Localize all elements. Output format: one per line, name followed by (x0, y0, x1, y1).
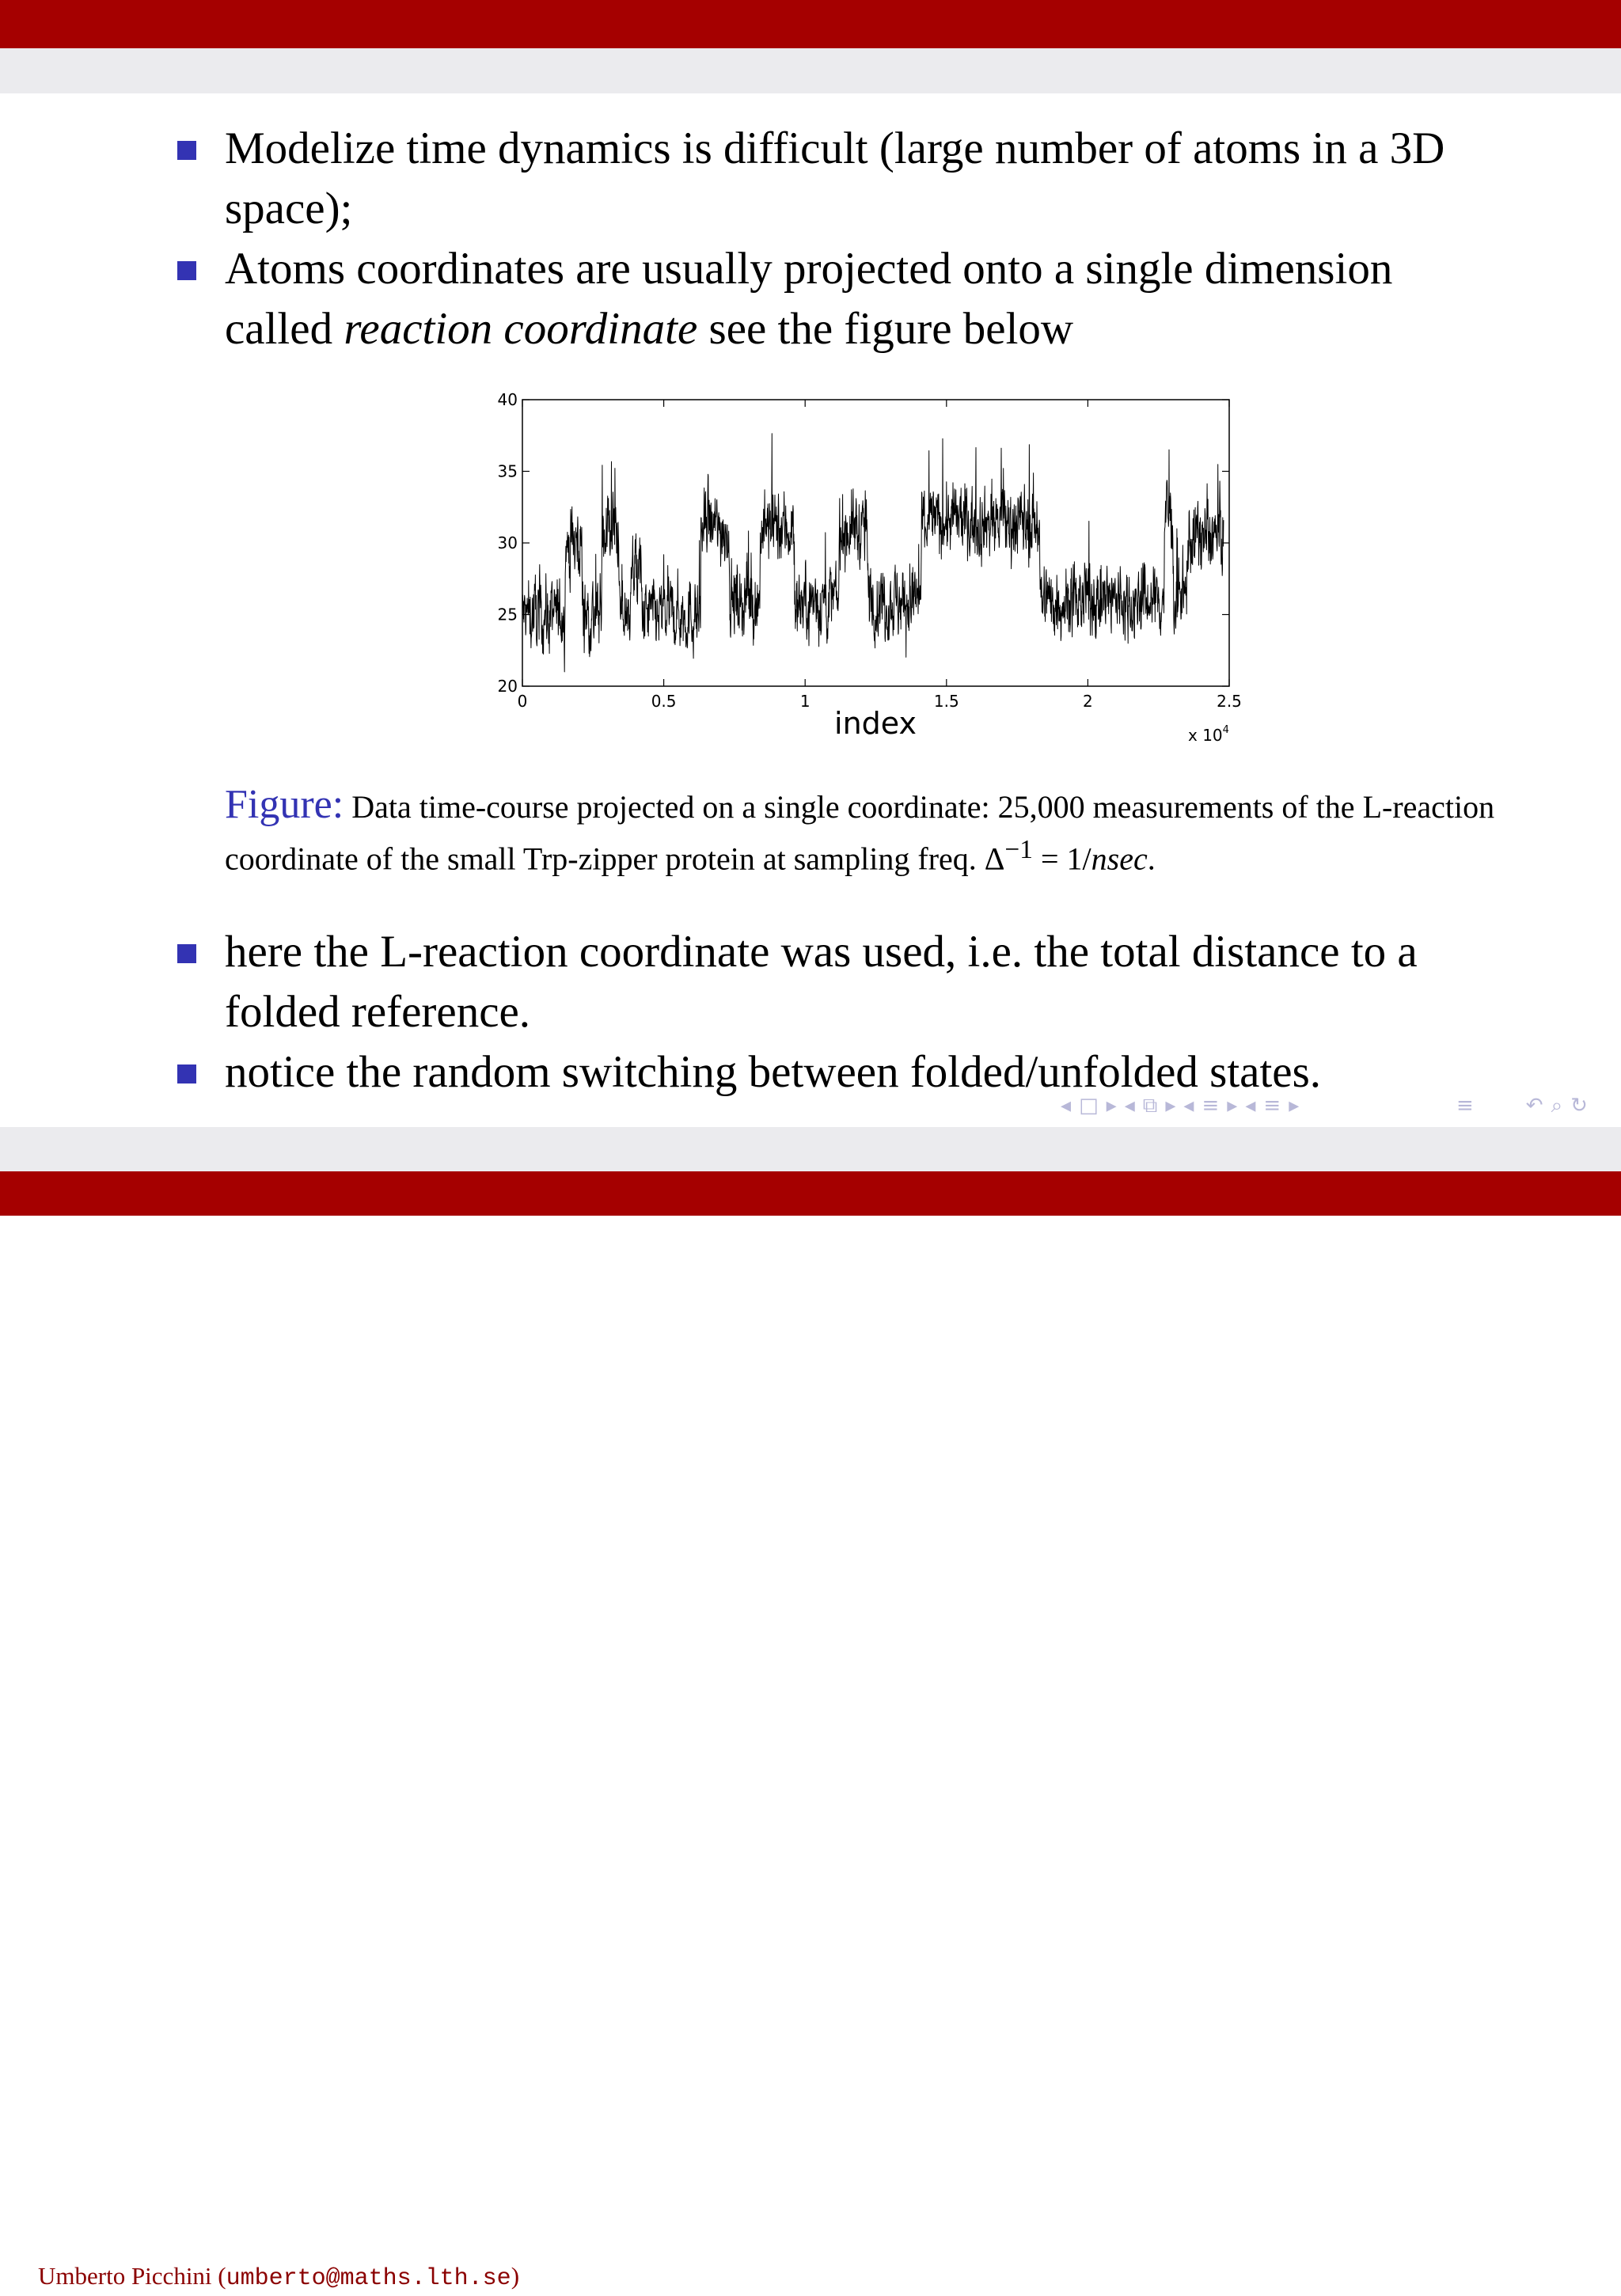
figure-caption (225, 784, 1515, 880)
x-tick-label: 2 (1083, 692, 1093, 711)
y-tick-label: 35 (497, 461, 518, 481)
bullet-square-icon (177, 141, 196, 160)
chart-x-multiplier-exponent: 4 (1222, 724, 1229, 736)
chart-xlabel: index (834, 706, 917, 741)
author-name: Umberto Picchini (38, 2262, 212, 2290)
bullet-text-italic: reaction coordinate (344, 304, 698, 354)
x-tick-label: 1.5 (933, 692, 959, 711)
footer-strip (0, 1127, 1621, 2292)
caption-math-unit: nsec (1091, 841, 1148, 877)
chart-x-multiplier-base: x 10 (1188, 726, 1223, 745)
nav-back-icon[interactable]: ↶ (1525, 1094, 1543, 1118)
caption-end: . (1147, 841, 1156, 877)
nav-next-frame-icon[interactable]: ▸ (1106, 1094, 1117, 1118)
x-tick-label: 0 (517, 692, 528, 711)
chart-frame (522, 400, 1229, 686)
bullet-item (177, 119, 1507, 239)
bullet-item (177, 1042, 1507, 1102)
caption-math-delta: Δ (984, 841, 1005, 877)
y-tick-label: 30 (497, 533, 518, 552)
bullet-text: see the figure below (697, 304, 1074, 354)
caption-text: Data time-course projected on a single coordinate: 25,000 measurements of the L-reaction coordinate of the small Trp-zipper protein at sampling freq. (225, 789, 1495, 877)
header-strip (0, 48, 1621, 93)
chart-x-multiplier (1188, 724, 1229, 745)
bullet-list-bottom (177, 922, 1507, 1102)
bullet-square-icon (177, 261, 196, 280)
caption-math-exponent: −1 (1004, 835, 1033, 864)
nav-search-icon[interactable]: ⌕ (1551, 1093, 1563, 1118)
nav-prev-doc-icon[interactable]: ◂ (1245, 1094, 1256, 1118)
nav-prev-subsection-icon[interactable]: ◂ (1124, 1094, 1135, 1118)
x-tick-label: 2.5 (1217, 692, 1242, 711)
footer-bar (0, 1171, 1621, 1216)
x-tick-label: 1 (799, 692, 810, 711)
nav-next-subsection-icon[interactable]: ▸ (1165, 1094, 1176, 1118)
bullet-text: Modelize time dynamics is difficult (large number of atoms in a 3D space); (225, 123, 1445, 233)
y-tick-label: 25 (497, 605, 518, 624)
footer-author: Umberto Picchini (umberto@maths.lth.se) (38, 2262, 520, 2292)
bullet-list-top (177, 119, 1507, 359)
author-email: umberto@maths.lth.se (226, 2265, 511, 2292)
y-tick-label: 20 (497, 677, 518, 696)
nav-frame-icon[interactable]: □ (1079, 1094, 1099, 1118)
figure-label: Figure: (225, 782, 344, 827)
nav-forward-icon[interactable]: ↻ (1570, 1094, 1588, 1118)
y-tick-label: 40 (497, 390, 518, 409)
nav-next-section-icon[interactable]: ▸ (1227, 1094, 1238, 1118)
nav-prev-section-icon[interactable]: ◂ (1183, 1094, 1194, 1118)
bullet-text: here the L-reaction coordinate was used, i.e. the total distance to a folded reference. (225, 927, 1418, 1037)
x-tick-label: 0.5 (651, 692, 677, 711)
nav-next-doc-icon[interactable]: ▸ (1289, 1094, 1300, 1118)
bullet-item (177, 239, 1507, 359)
bullet-text: Atoms coordinates are usually projected onto a single dimension called (225, 244, 1393, 354)
nav-subsection-icon[interactable]: ⧉ (1142, 1093, 1158, 1118)
nav-section-icon[interactable]: ≡ (1202, 1094, 1220, 1118)
caption-math-equals: = 1/ (1032, 841, 1091, 877)
bullet-text: notice the random switching between folded/unfolded states. (225, 1047, 1322, 1097)
bullet-square-icon (177, 944, 196, 963)
figure (475, 384, 1266, 756)
bullet-item (177, 922, 1507, 1042)
beamer-navigation-extra (1456, 1092, 1588, 1119)
nav-appendix-icon[interactable]: ≡ (1456, 1094, 1474, 1118)
chart-series-line (522, 434, 1224, 672)
header-bar (0, 0, 1621, 48)
nav-prev-frame-icon[interactable]: ◂ (1061, 1094, 1072, 1118)
beamer-navigation (1061, 1092, 1299, 1119)
chart (475, 384, 1266, 756)
nav-doc-icon[interactable]: ≡ (1263, 1094, 1281, 1118)
bullet-square-icon (177, 1065, 196, 1083)
